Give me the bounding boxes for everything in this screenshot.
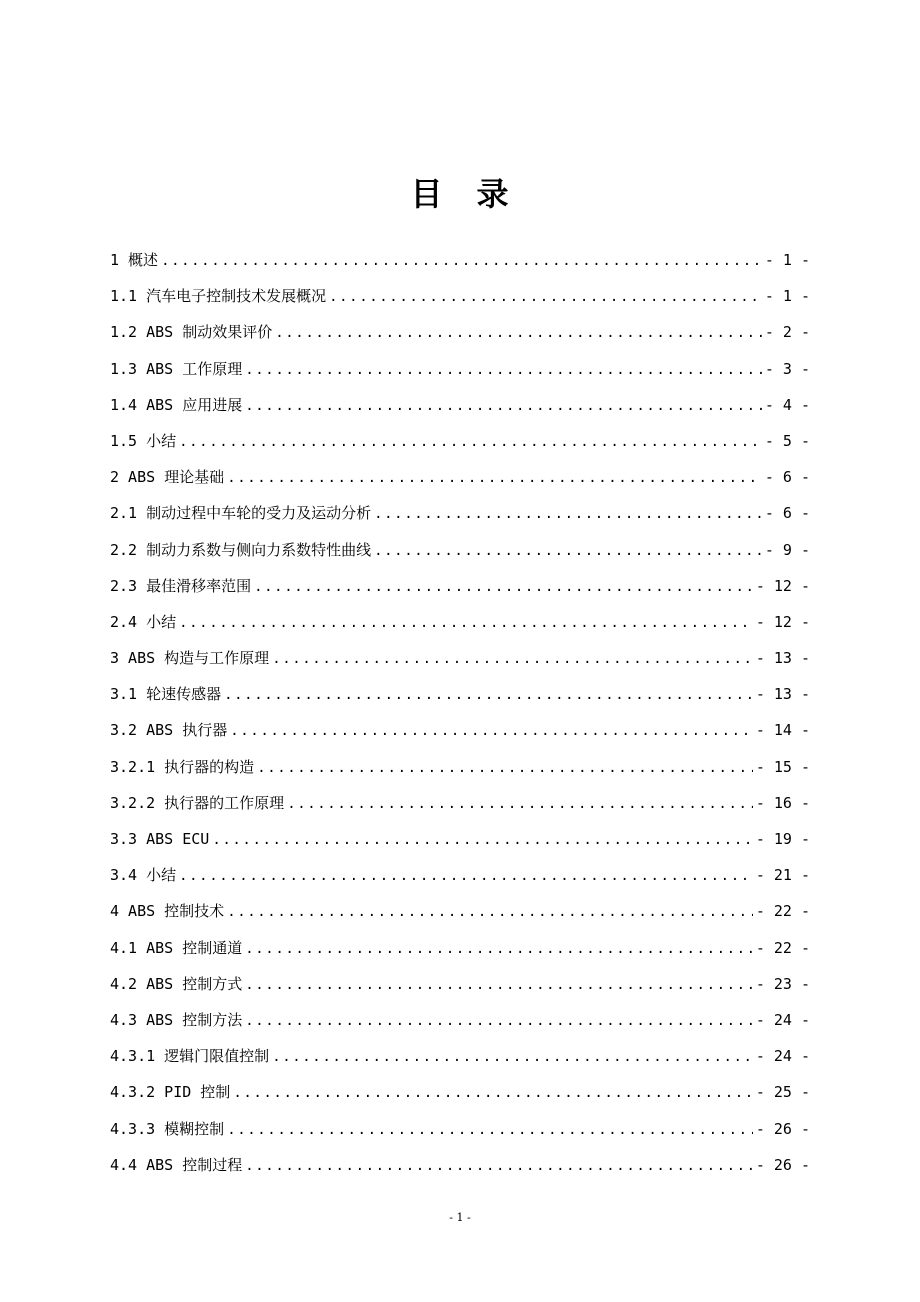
toc-entry[interactable] [110,1151,810,1187]
toc-entry-text: 1.2 ABS 制动效果评价 [110,323,273,342]
toc-dot-leader [272,645,753,673]
toc-entry[interactable] [110,970,810,1006]
toc-dot-leader [245,935,753,963]
toc-entry[interactable] [110,1078,810,1114]
toc-dot-leader [227,898,753,926]
toc-page-number: - 21 - [755,866,810,885]
toc-dot-leader [245,356,762,384]
toc-dot-leader [254,573,753,601]
toc-entry-text: 4.3.1 逻辑门限值控制 [110,1047,270,1066]
toc-entry[interactable] [110,463,810,499]
page-title: 目 录 [410,175,510,213]
toc-entry-text: 4.1 ABS 控制通道 [110,938,243,957]
toc-page-number: - 12 - [755,612,810,631]
toc-dot-leader [212,826,752,854]
toc-dot-leader [227,1116,753,1144]
toc-entry[interactable] [110,789,810,825]
toc-entry-text: 1 概述 [110,251,159,269]
toc-page-number: - 25 - [755,1083,810,1102]
toc-entry[interactable] [110,536,810,572]
toc-entry[interactable] [110,391,810,427]
toc-entry[interactable] [110,644,810,680]
toc-page-number: - 1 - [764,287,810,306]
toc-entry[interactable] [110,716,810,752]
toc-page-number: - 14 - [755,721,810,740]
toc-dot-leader [257,754,753,782]
toc-entry-text: 3.1 轮速传感器 [110,685,222,704]
toc-entry-text: 2.4 小结 [110,612,177,631]
toc-page-number: - 6 - [764,504,810,523]
toc-entry-text: 1.5 小结 [110,431,177,450]
toc-page-number: - 4 - [764,395,810,414]
toc-entry[interactable] [110,282,810,318]
toc-dot-leader [245,1007,753,1035]
toc-dot-leader [161,247,762,275]
toc-page-number: - 1 - [764,251,810,269]
toc-dot-leader [179,609,753,637]
toc-page-number: - 19 - [755,830,810,848]
toc-dot-leader [245,392,762,420]
toc-page-number: - 22 - [755,938,810,957]
toc-entry[interactable] [110,1006,810,1042]
toc-dot-leader [230,717,753,745]
footer-page-number: - 1 - [449,1211,471,1224]
toc-page-number: - 16 - [755,793,810,812]
toc-page-number: - 13 - [755,649,810,668]
toc-entry-text: 3.3 ABS ECU [110,830,210,848]
toc-dot-leader [224,681,753,709]
toc-entry[interactable] [110,897,810,933]
toc-entry-text: 3.2 ABS 执行器 [110,721,228,740]
toc-page-number: - 24 - [755,1010,810,1029]
toc-entry[interactable] [110,355,810,391]
toc-page-number: - 13 - [755,685,810,704]
toc-page-number: - 2 - [764,323,810,342]
table-of-contents [110,246,810,1187]
toc-dot-leader [227,464,762,492]
toc-page-number: - 23 - [755,974,810,993]
toc-entry[interactable] [110,246,810,282]
toc-page-number: - 6 - [764,468,810,487]
toc-entry[interactable] [110,753,810,789]
toc-dot-leader [374,500,762,528]
toc-entry-text: 3.2.2 执行器的工作原理 [110,793,285,812]
toc-entry[interactable] [110,318,810,354]
toc-entry[interactable] [110,572,810,608]
toc-page-number: - 5 - [764,431,810,450]
toc-page-number: - 24 - [755,1047,810,1066]
toc-dot-leader [245,1152,753,1180]
toc-dot-leader [374,537,762,565]
toc-dot-leader [275,319,762,347]
toc-entry[interactable] [110,680,810,716]
toc-entry-text: 4.3.2 PID 控制 [110,1083,231,1102]
toc-entry[interactable] [110,427,810,463]
toc-entry[interactable] [110,825,810,861]
toc-dot-leader [245,971,753,999]
toc-entry-text: 1.1 汽车电子控制技术发展概况 [110,287,327,306]
toc-page-number: - 9 - [764,540,810,559]
toc-entry[interactable] [110,861,810,897]
toc-entry[interactable] [110,934,810,970]
toc-entry[interactable] [110,499,810,535]
toc-dot-leader [233,1079,753,1107]
toc-dot-leader [179,428,762,456]
toc-page-number: - 12 - [755,576,810,595]
toc-dot-leader [287,790,753,818]
toc-entry[interactable] [110,608,810,644]
toc-entry-text: 3 ABS 构造与工作原理 [110,649,270,668]
toc-entry-text: 2.1 制动过程中车轮的受力及运动分析 [110,504,372,523]
toc-page-number: - 26 - [755,1155,810,1174]
toc-entry-text: 2.3 最佳滑移率范围 [110,576,252,595]
toc-entry-text: 4.3.3 模糊控制 [110,1119,225,1138]
toc-page-number: - 26 - [755,1119,810,1138]
toc-entry[interactable] [110,1042,810,1078]
toc-entry-text: 1.3 ABS 工作原理 [110,359,243,378]
toc-page-number: - 3 - [764,359,810,378]
toc-entry[interactable] [110,1115,810,1151]
toc-entry-text: 2 ABS 理论基础 [110,468,225,487]
toc-entry-text: 4 ABS 控制技术 [110,902,225,921]
toc-entry-text: 3.2.1 执行器的构造 [110,757,255,776]
toc-dot-leader [179,862,753,890]
toc-entry-text: 4.4 ABS 控制过程 [110,1155,243,1174]
toc-entry-text: 4.3 ABS 控制方法 [110,1010,243,1029]
toc-page-number: - 15 - [755,757,810,776]
toc-dot-leader [329,283,762,311]
toc-entry-text: 3.4 小结 [110,866,177,885]
toc-entry-text: 1.4 ABS 应用进展 [110,395,243,414]
toc-dot-leader [272,1043,753,1071]
toc-page-number: - 22 - [755,902,810,921]
toc-entry-text: 2.2 制动力系数与侧向力系数特性曲线 [110,540,372,559]
toc-entry-text: 4.2 ABS 控制方式 [110,974,243,993]
